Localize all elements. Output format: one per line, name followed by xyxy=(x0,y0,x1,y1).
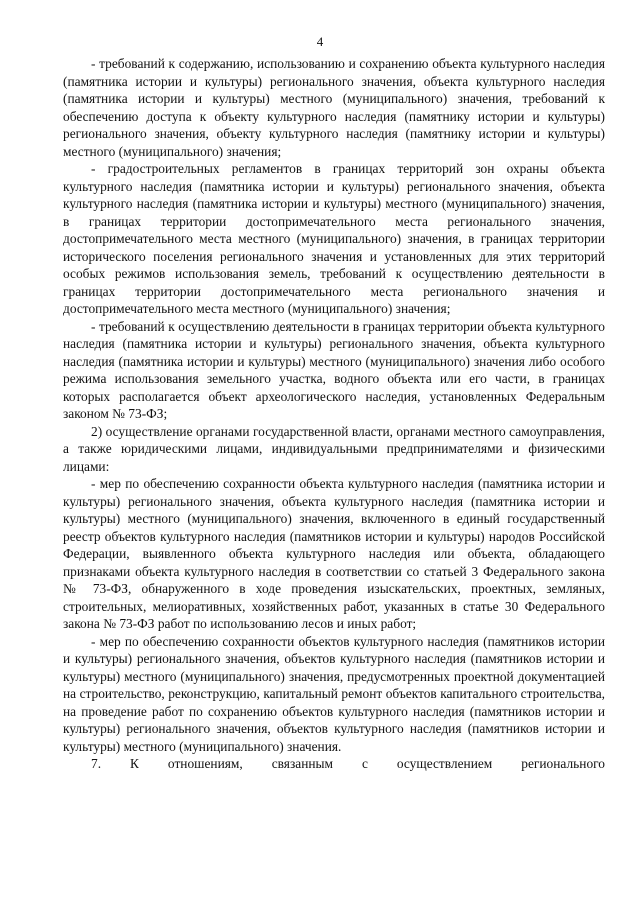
document-body xyxy=(63,55,605,773)
paragraph-item-7: 7. К отношениям, связанным с осуществлением регионального xyxy=(91,756,605,771)
paragraph-urban-planning-regulations: - градостроительных регламентов в границах территорий зон охраны объекта культурного наследия (памятника истории и культуры) регионального значения, объекта культурного наследия (памятника истории и культуры) местного (муниципального) значения, в границах территории достопримечательного места регионального значения, достопримечательного места местного (муниципального) значения, в границах территории исторического поселения регионального значения и установленных для этих территорий особых режимов использования земель, требований к осуществлению деятельности в границах территории достопримечательного места регионального значения и достопримечательного места местного (муниципального) значения; xyxy=(63,161,605,316)
paragraph-implementation-by-authorities: 2) осуществление органами государственной власти, органами местного самоуправления, а также юридическими лицами, индивидуальными предпринимателями и физическими лицами: xyxy=(63,423,605,474)
paragraph-requirements-content-use: - требований к содержанию, использованию и сохранению объекта культурного наследия (памятника истории и культуры) регионального значения, объекта культурного наследия (памятника истории и культуры) местного (муниципального) значения, требований к обеспечению доступа к объекту культурного наследия (памятнику истории и культуры) регионального значения, объекту культурного наследия (памятнику истории и культуры) местного (муниципального) значения; xyxy=(63,56,605,159)
paragraph-activity-requirements: - требований к осуществлению деятельности в границах территории объекта культурного наследия (памятника истории и культуры) регионального значения, объекта культурного наследия (памятника истории и культуры) местного (муниципального) значения либо особого режима использования земельного участка, водного объекта или его части, в границах которых располагается объект археологического наследия, установленных Федеральным законом № 73-ФЗ; xyxy=(63,318,605,421)
paragraph-project-documentation-measures: - мер по обеспечению сохранности объектов культурного наследия (памятников истории и культуры) регионального значения, объектов культурного наследия (памятников истории и культуры) местного (муниципального) значения, предусмотренных проектной документацией на строительство, реконструкцию, капитальный ремонт объектов капитального строительства, на проведение работ по сохранению объектов культурного наследия (памятников истории и культуры) регионального значения, объектов культурного наследия (памятников истории и культуры) местного (муниципального) значения. xyxy=(63,633,605,754)
page-number: 4 xyxy=(316,34,324,49)
paragraph-preservation-measures: - мер по обеспечению сохранности объекта культурного наследия (памятника истории и культуры) регионального значения, объекта культурного наследия (памятника истории и культуры) местного (муниципального) значения, включенного в единый государственный реестр объектов культурного наследия (памятников истории и культуры) народов Российской Федерации, выявленного объекта культурного наследия или объекта, обладающего признаками объекта культурного наследия в соответствии со статьей 3 Федерального закона № 73-ФЗ, обнаруженного в ходе проведения изыскательских, проектных, земляных, строительных, мелиоративных, хозяйственных работ, указанных в статье 30 Федерального закона № 73-ФЗ работ по использованию лесов и иных работ; xyxy=(63,476,605,631)
